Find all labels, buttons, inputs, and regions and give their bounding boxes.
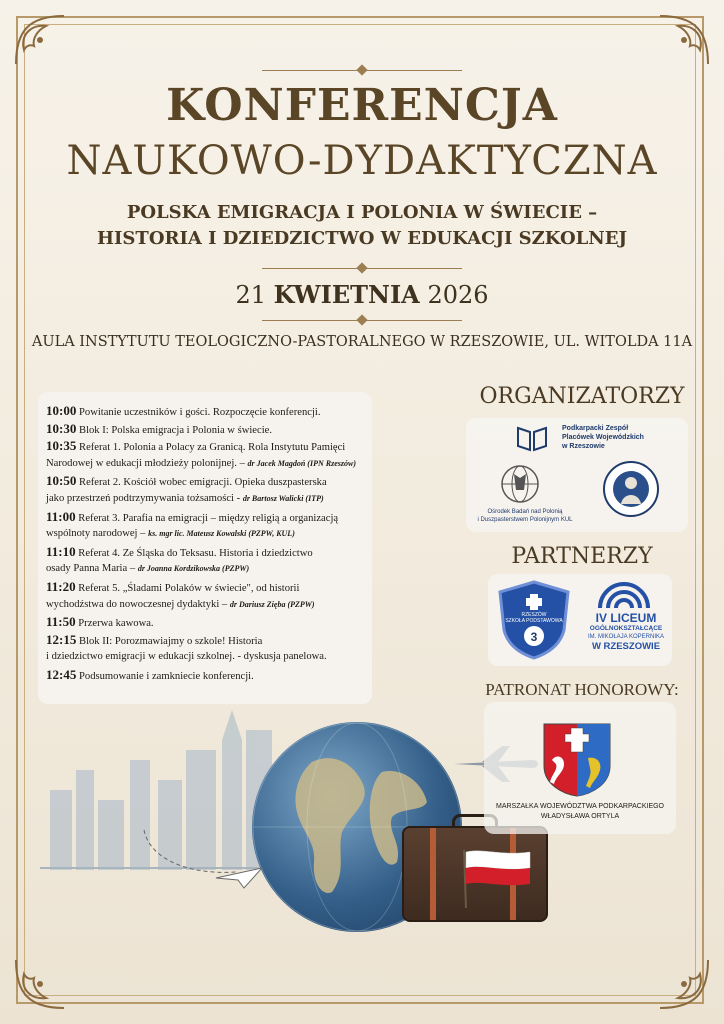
- polish-flag-icon: [462, 848, 532, 908]
- agenda-row: [46, 420, 364, 438]
- agenda-speaker: ks. mgr lic. Mateusz Kowalski (PZPW, KUL): [148, 529, 295, 539]
- agenda-time: 11:50: [46, 614, 76, 630]
- school1-line1: RZESZÓW: [521, 612, 547, 618]
- agenda-row: [46, 402, 364, 420]
- agenda-row: [46, 525, 364, 543]
- agenda-text: jako przestrzeń podtrzymywania tożsamości -: [46, 492, 241, 504]
- agenda-row: [46, 613, 364, 631]
- partners-panel: [488, 574, 672, 666]
- subtitle-line1: POLSKA EMIGRACJA I POLONIA W ŚWIECIE –: [126, 202, 598, 223]
- agenda-time: 10:50: [46, 473, 77, 489]
- divider: [262, 320, 462, 321]
- school1-number: 3: [530, 630, 538, 644]
- org2-line1: Ośrodek Badań nad Polonią: [487, 509, 563, 515]
- organizers-panel: [466, 418, 688, 532]
- agenda-text: i dziedzictwo emigracji w edukacji szkolnej. - dyskusja panelowa.: [46, 651, 327, 663]
- agenda-row: [46, 543, 364, 561]
- agenda-row: [46, 437, 364, 455]
- agenda-row: [46, 472, 364, 490]
- agenda-text: Powitanie uczestników i gości. Rozpoczęcie konferencji.: [79, 407, 321, 418]
- agenda-row: [46, 560, 364, 578]
- patron-name: [484, 802, 676, 822]
- organizers-heading: ORGANIZATORZY: [479, 384, 685, 409]
- school1-text: [496, 612, 572, 624]
- agenda-text: Referat 5. „Śladami Polaków w świecie", od historii: [78, 582, 300, 594]
- agenda-text: Referat 1. Polonia a Polacy za Granicą. Rola Instytutu Pamięci: [79, 442, 346, 454]
- org1-name: [562, 424, 684, 451]
- agenda-row: [46, 631, 364, 649]
- title-line2: NAUKOWO-DYDAKTYCZNA: [66, 138, 658, 184]
- agenda-time: 10:35: [46, 438, 77, 454]
- org2-line2: i Duszpasterstwem Polonijnym KUL: [477, 517, 573, 523]
- suitcase-strap: [430, 828, 436, 920]
- coat-of-arms-icon: [542, 722, 612, 798]
- patronage-heading: PATRONAT HONOROWY:: [485, 680, 679, 699]
- agenda-text: Referat 4. Ze Śląska do Teksasu. Historia i dziedzictwo: [78, 547, 313, 559]
- school2-line2: OGÓLNOKSZTAŁCĄCE: [589, 625, 663, 632]
- agenda-speaker: dr Joanna Kordzikowska (PZPW): [137, 564, 250, 574]
- agenda-row: [46, 455, 364, 473]
- org1-line1: Podkarpacki Zespół: [562, 425, 629, 432]
- event-date: [0, 280, 724, 309]
- org1-line3: w Rzeszowie: [562, 443, 605, 450]
- date-day: 21: [235, 281, 267, 309]
- agenda-text: Podsumowanie i zamkniecie konferencji.: [79, 670, 254, 682]
- agenda-row: [46, 666, 364, 684]
- agenda-text: wychodźstwa do nowoczesnej dydaktyki –: [46, 598, 228, 610]
- agenda-row: [46, 648, 364, 666]
- agenda-text: Przerwa kawowa.: [78, 618, 154, 630]
- agenda-row: [46, 490, 364, 508]
- agenda-time: 10:30: [46, 420, 77, 436]
- org1-line2: Placówek Wojewódzkich: [562, 434, 644, 441]
- agenda-row: [46, 596, 364, 614]
- flight-path-icon: [140, 820, 240, 880]
- date-year: 2026: [427, 281, 489, 309]
- agenda-text: Referat 2. Kościół wobec emigracji. Opieka duszpasterska: [79, 477, 327, 489]
- subtitle: [0, 200, 724, 252]
- school2-line4: W RZESZOWIE: [591, 641, 661, 652]
- org2-name: [470, 508, 580, 524]
- subtitle-line2: HISTORIA I DZIEDZICTWO W EDUKACJI SZKOLNEJ: [97, 228, 627, 249]
- agenda-speaker: dr Bartosz Walicki (ITP): [242, 493, 324, 503]
- title-line1: KONFERENCJA: [166, 80, 558, 131]
- school2-text: [582, 612, 670, 652]
- partners-heading: PARTNERZY: [511, 544, 653, 569]
- globe-logo-icon: [500, 464, 540, 504]
- agenda-text: osady Panna Maria –: [46, 563, 136, 575]
- patronage-panel: [484, 702, 676, 834]
- ornament-corner-icon: [10, 10, 70, 70]
- agenda-time: 11:20: [46, 578, 76, 594]
- agenda-panel: [38, 392, 372, 704]
- school2-line1: IV LICEUM: [595, 611, 657, 625]
- school2-line3: IM. MIKOŁAJA KOPERNIKA: [587, 634, 665, 640]
- patron-line1: MARSZAŁKA WOJEWÓDZTWA PODKARPACKIEGO: [495, 803, 665, 810]
- divider: [262, 268, 462, 269]
- agenda-text: Referat 3. Parafia na emigracji – między religią a organizacją: [78, 512, 339, 524]
- agenda-row: [46, 578, 364, 596]
- school1-line2: SZKOŁA PODSTAWOWA: [505, 618, 563, 624]
- patron-line2: WŁADYSŁAWA ORTYLA: [540, 813, 620, 820]
- agenda-speaker: dr Jacek Magdoń (IPN Rzeszów): [247, 458, 356, 468]
- agenda-text: wspólnoty narodowej –: [46, 528, 146, 540]
- divider: [262, 70, 462, 71]
- agenda-text: Blok II: Porozmawiajmy o szkole! Historia: [79, 635, 263, 647]
- agenda-time: 11:10: [46, 543, 76, 559]
- agenda-time: 12:15: [46, 631, 77, 647]
- agenda-row: [46, 508, 364, 526]
- book-logo-icon: [516, 424, 548, 452]
- ornament-corner-icon: [654, 10, 714, 70]
- seal-logo-icon: [602, 460, 660, 518]
- agenda-text: Narodowej w edukacji młodzieży polonijnej. –: [46, 457, 245, 469]
- agenda-time: 10:00: [46, 403, 77, 418]
- ornament-corner-icon: [654, 954, 714, 1014]
- date-month: KWIETNIA: [273, 280, 420, 309]
- liceum-arcs-icon: [594, 576, 654, 610]
- agenda-text: Blok I: Polska emigracja i Polonia w świecie.: [79, 424, 273, 436]
- agenda-time: 12:45: [46, 666, 77, 682]
- agenda-time: 11:00: [46, 508, 76, 524]
- venue: AULA INSTYTUTU TEOLOGICZNO-PASTORALNEGO W RZESZOWIE, UL. WITOLDA 11A: [31, 334, 693, 350]
- ornament-corner-icon: [10, 954, 70, 1014]
- agenda-speaker: dr Dariusz Zięba (PZPW): [229, 599, 315, 609]
